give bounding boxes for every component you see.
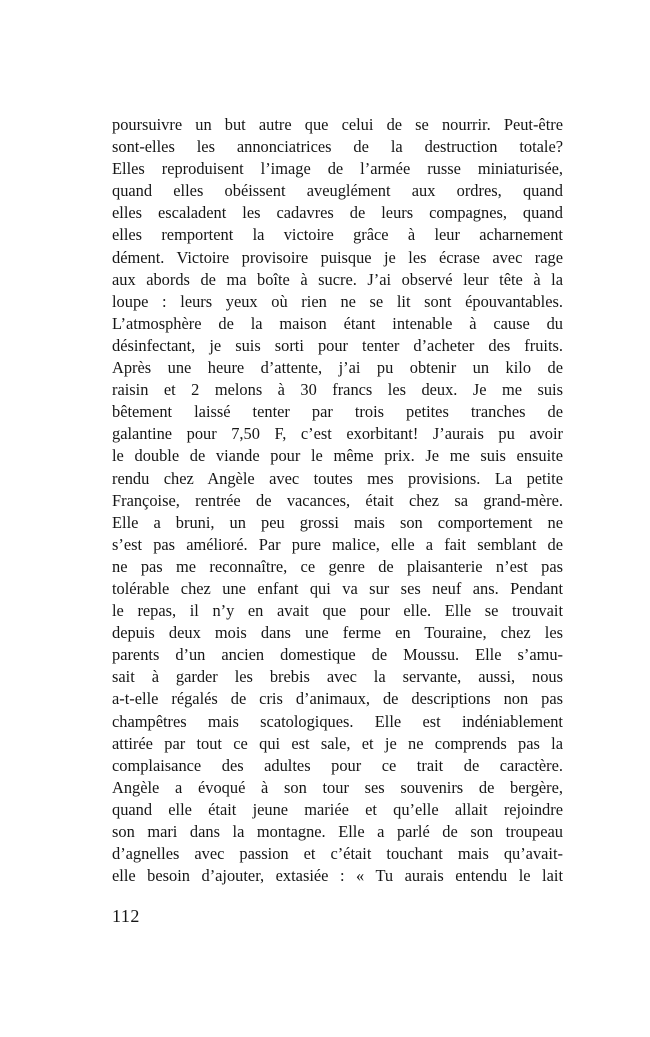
text-line: quand elle était jeune mariée et qu’elle allait rejoindre	[112, 799, 563, 819]
text-line: poursuivre un but autre que celui de se nourrir. Peut-être	[112, 115, 563, 134]
text-line: elles escaladent les cadavres de leurs compagnes, quand	[112, 203, 563, 223]
text-line: elle besoin d’ajouter, extasiée : « Tu aurais entendu le lait	[112, 866, 563, 886]
text-line: loupe : leurs yeux où rien ne se lit sont épouvantables.	[112, 291, 563, 311]
text-line: s’est pas amélioré. Par pure malice, elle a fait semblant de	[112, 534, 563, 554]
text-line: d’agnelles avec passion et c’était touchant mais qu’avait-	[112, 844, 563, 864]
text-line: champêtres mais scatologiques. Elle est indéniablement	[112, 711, 563, 731]
text-line: dément. Victoire provisoire puisque je les écrase avec rage	[112, 247, 563, 267]
text-line: a-t-elle régalés de cris d’animaux, de descriptions non pas	[112, 689, 563, 709]
text-line: le repas, il n’y en avait que pour elle. Elle se trouvait	[112, 601, 563, 621]
text-line: aux abords de ma boîte à sucre. J’ai observé leur tête à la	[112, 269, 563, 289]
text-line: Elles reproduisent l’image de l’armée russe miniaturisée,	[112, 159, 563, 179]
text-line: Après une heure d’attente, j’ai pu obtenir un kilo de	[112, 358, 563, 378]
text-line: sait à garder les brebis avec la servante, aussi, nous	[112, 667, 563, 687]
text-line: depuis deux mois dans une ferme en Touraine, chez les	[112, 623, 563, 643]
text-line: attirée par tout ce qui est sale, et je ne comprends pas la	[112, 733, 563, 753]
text-line: rendu chez Angèle avec toutes mes provisions. La petite	[112, 468, 563, 488]
text-line: Angèle a évoqué à son tour ses souvenirs de bergère,	[112, 777, 563, 797]
page-number: 112	[112, 906, 140, 926]
text-line: sont-elles les annonciatrices de la destruction totale?	[112, 137, 563, 157]
text-line: ne pas me reconnaître, ce genre de plaisanterie n’est pas	[112, 556, 563, 576]
text-line: tolérable chez une enfant qui va sur ses neuf ans. Pendant	[112, 578, 563, 598]
text-line: L’atmosphère de la maison étant intenable à cause du	[112, 313, 563, 333]
text-line: parents d’un ancien domestique de Moussu. Elle s’amu-	[112, 645, 563, 665]
text-line: le double de viande pour le même prix. Je me suis ensuite	[112, 446, 563, 466]
text-line: désinfectant, je suis sorti pour tenter d’acheter des fruits.	[112, 335, 563, 355]
text-line: Elle a bruni, un peu grossi mais son comportement ne	[112, 512, 563, 532]
text-line: complaisance des adultes pour ce trait de caractère.	[112, 755, 563, 775]
text-line: quand elles obéissent aveuglément aux ordres, quand	[112, 181, 563, 201]
text-line: son mari dans la montagne. Elle a parlé de son troupeau	[112, 822, 563, 841]
text-line: Françoise, rentrée de vacances, était chez sa grand-mère.	[112, 490, 563, 510]
text-line: elles remportent la victoire grâce à leur acharnement	[112, 225, 563, 245]
text-line: raisin et 2 melons à 30 francs les deux. Je me suis	[112, 380, 563, 400]
text-line: galantine pour 7,50 F, c’est exorbitant! J’aurais pu avoir	[112, 424, 563, 444]
text-line: bêtement laissé tenter par trois petites tranches de	[112, 402, 563, 422]
body-text	[112, 114, 563, 887]
